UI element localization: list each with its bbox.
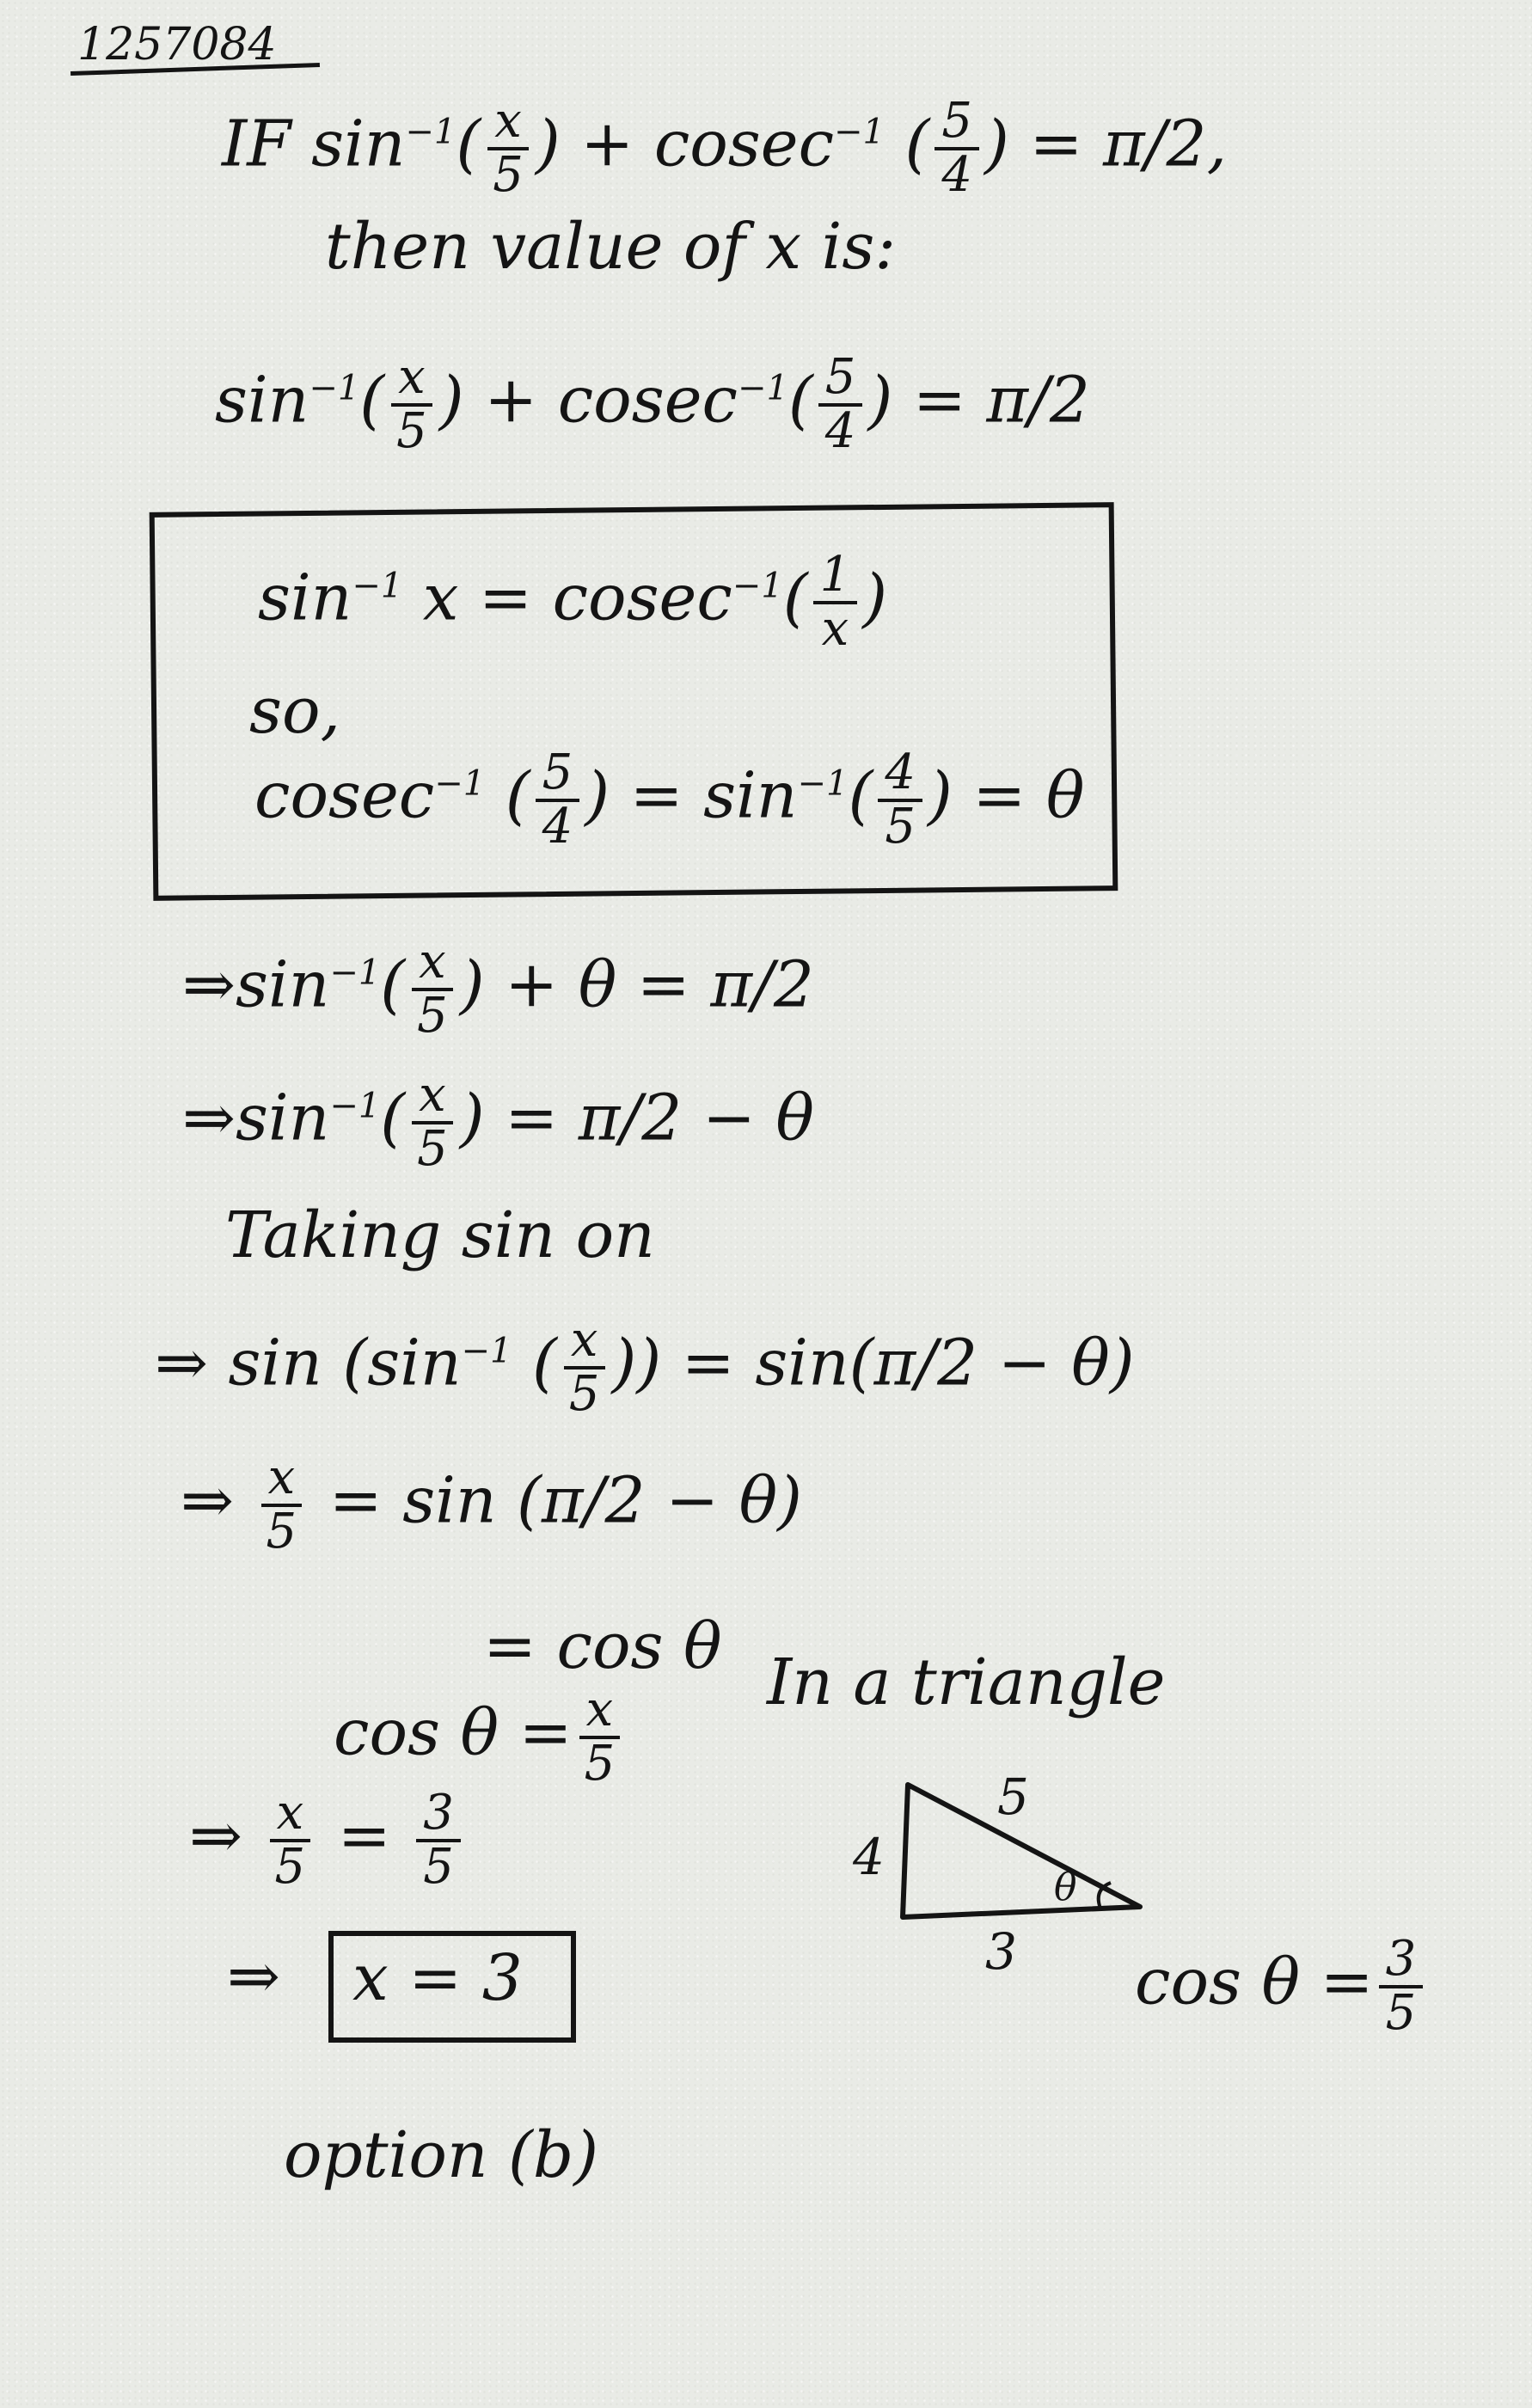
answer-value: x = 3 <box>352 1941 523 2015</box>
step-3: ⇒ $\sin (\sin^{-1}$ ( $\frac{x}{5}$ )) = sin(π/2 − θ) <box>155 1312 1135 1422</box>
side-label: 4 <box>853 1828 885 1886</box>
step-5: = cos θ <box>483 1609 722 1683</box>
taking-sin-label: Taking sin on <box>225 1198 655 1272</box>
step-1: $\Rightarrow\sin^{-1}$( $\frac{x}{5}$ ) + θ = π/2 <box>182 934 814 1044</box>
triangle-result: cos θ = $\frac{3}{5}$ <box>1135 1934 1428 2039</box>
question-line-1: IF $\sin^{-1}$( $\frac{x}{5}$ ) + cosec$^{-1}$ ( $\frac{5}{4}$ ) = π/2, <box>222 93 1228 203</box>
answer-arrow: ⇒ <box>227 1939 281 2013</box>
base-label: 3 <box>985 1922 1017 1981</box>
step-4: ⇒ $\frac{x}{5}$ = sin (π/2 − θ) <box>181 1449 803 1559</box>
step-7: ⇒ $\frac{x}{5}$ = $\frac{3}{5}$ <box>189 1788 466 1893</box>
substitution-line: cosec$^{-1}$ ( $\frac{5}{4}$ ) = $\sin^{-1}$( $\frac{4}{5}$ ) = θ <box>254 744 1085 855</box>
angle-label: θ <box>1054 1866 1077 1909</box>
triangle-heading: In a triangle <box>767 1645 1166 1719</box>
question-line-2: then value of x is: <box>325 210 897 284</box>
step-6: cos θ = $\frac{x}{5}$ <box>334 1685 627 1790</box>
step-2: $\Rightarrow\sin^{-1}$( $\frac{x}{5}$ ) = π/2 − θ <box>182 1067 814 1177</box>
fraction-x-over-5: $\frac{x}{5}$ <box>486 96 530 201</box>
fraction-5-over-4: $\frac{5}{4}$ <box>935 96 979 201</box>
question-id: 1257084 <box>77 19 277 70</box>
hypotenuse-label: 5 <box>997 1768 1029 1826</box>
so-label: so, <box>249 674 341 748</box>
restated-equation: $\sin^{-1}$( $\frac{x}{5}$ ) + cosec$^{-1}$( $\frac{5}{4}$ ) = π/2 <box>215 349 1091 459</box>
option-label: option (b) <box>284 2118 599 2192</box>
identity-line: $\sin^{-1} x = cosec^{-1}$( $\frac{1}{x}$ ) <box>258 547 888 657</box>
